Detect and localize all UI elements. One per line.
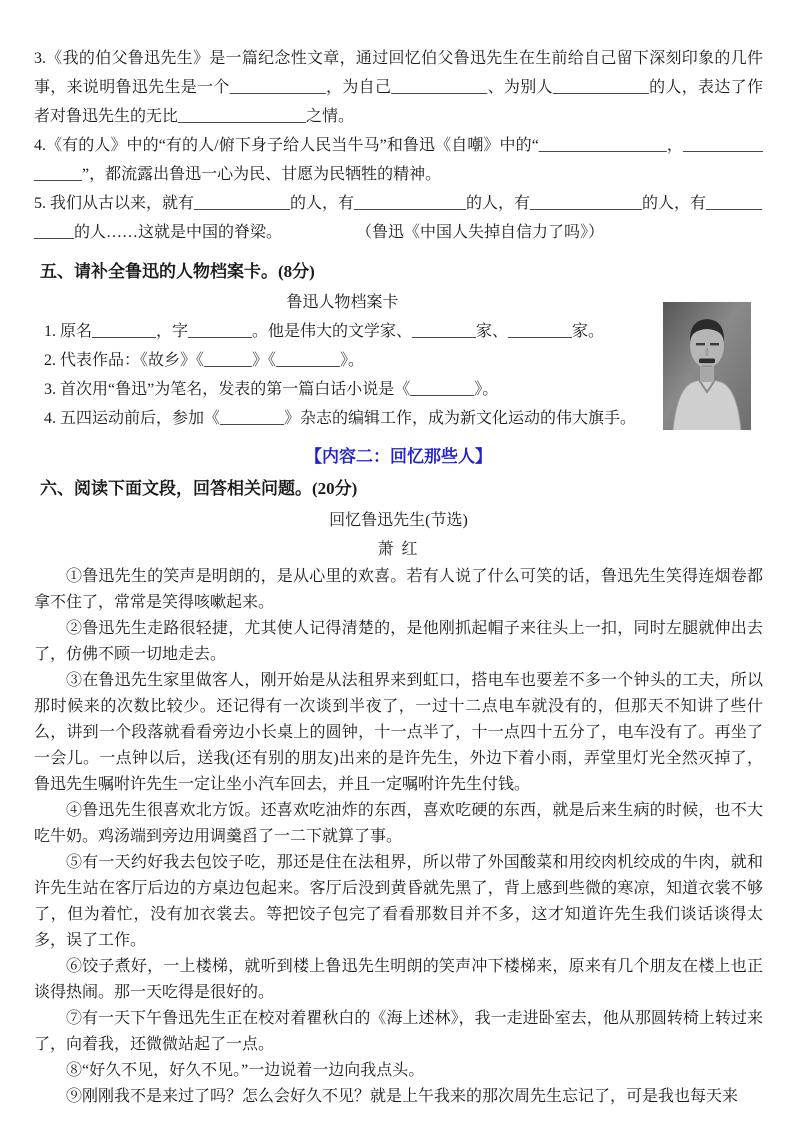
- content2-banner: 【内容二：回忆那些人】: [305, 447, 492, 466]
- essay-title: 回忆鲁迅先生(节选): [329, 512, 468, 529]
- question-5-source: （鲁迅《中国人失掉自信力了吗》）: [356, 224, 605, 241]
- essay-paragraph-2: ②鲁迅先生走路很轻捷，尤其使人记得清楚的，是他刚抓起帽子来往头上一扣，同时左腿就伸出去了，仿佛不顾一切地走去。: [34, 620, 763, 663]
- section-6-heading: 六、阅读下面文段，回答相关问题。(20分): [40, 479, 358, 498]
- question-5-text: 5. 我们从古以来，就有____________的人，有______________的人，有______________的人，有____________的人……这就是中国的脊梁。: [34, 195, 763, 241]
- question-4: 4.《有的人》中的“有的人/俯下身子给人民当牛马”和鲁迅《自嘲》中的“________________，________________”，都流露出鲁迅一心为民、甘愿为民牺牲的精神。: [34, 137, 763, 183]
- profile-item-4: 4. 五四运动前后，参加《________》杂志的编辑工作，成为新文化运动的伟大旗手。: [44, 410, 637, 427]
- essay-paragraph-8: ⑧“好久不见，好久不见。”一边说着一边向我点头。: [66, 1062, 425, 1079]
- profile-card-title: 鲁迅人物档案卡: [286, 294, 399, 311]
- essay-paragraph-1: ①鲁迅先生的笑声是明朗的，是从心里的欢喜。若有人说了什么可笑的话，鲁迅先生笑得连烟卷都拿不住了，常常是笑得咳嗽起来。: [34, 568, 763, 611]
- essay-body: [34, 564, 763, 1110]
- profile-item-1: 1. 原名________，字________。他是伟大的文学家、________家、________家。: [44, 323, 605, 340]
- essay-paragraph-6: ⑥饺子煮好，一上楼梯，就听到楼上鲁迅先生明朗的笑声冲下楼梯来，原来有几个朋友在楼上也正谈得热闹。那一天吃得是很好的。: [34, 958, 763, 1001]
- essay-paragraph-3: ③在鲁迅先生家里做客人，刚开始是从法租界来到虹口，搭电车也要差不多一个钟头的工夫，所以那时候来的次数比较少。还记得有一次谈到半夜了，一过十二点电车就没有的，但那天不知讲了些什么，讲到一个段落就看看旁边小长桌上的圆钟，十一点半了，十一点四十五分了，电车没有了。再坐了一会儿。一点钟以后，送我(还有别的朋友)出来的是许先生，外边下着小雨，弄堂里灯光全然灭掉了，鲁迅先生嘱咐许先生一定让坐小汽车回去，并且一定嘱咐许先生付钱。: [34, 672, 763, 793]
- essay-author: 萧 红: [377, 541, 420, 558]
- question-3: 3.《我的伯父鲁迅先生》是一篇纪念性文章，通过回忆伯父鲁迅先生在生前给自己留下深刻印象的几件事，来说明鲁迅先生是一个____________，为自己____________、为别人____________的人，表达了作者对鲁迅先生的无比________________之情。: [34, 50, 763, 125]
- section-5-heading: 五、请补全鲁迅的人物档案卡。(8分): [40, 262, 315, 281]
- essay-paragraph-4: ④鲁迅先生很喜欢北方饭。还喜欢吃油炸的东西，喜欢吃硬的东西，就是后来生病的时候，也不大吃牛奶。鸡汤端到旁边用调羹舀了一二下就算了事。: [34, 802, 763, 845]
- essay-paragraph-5: ⑤有一天约好我去包饺子吃，那还是住在法租界，所以带了外国酸菜和用绞肉机绞成的牛肉，就和许先生站在客厅后边的方桌边包起来。客厅后没到黄昏就先黑了，背上感到些微的寒凉，知道衣裳不够了，但为着忙，没有加衣裳去。等把饺子包完了看看那数目并不多，这才知道许先生我们谈话谈得太多，误了工作。: [34, 854, 763, 949]
- question-5: [34, 189, 763, 247]
- profile-item-3: 3. 首次用“鲁迅”为笔名，发表的第一篇白话小说是《________》。: [44, 381, 499, 398]
- luxun-profile-card: [34, 288, 763, 433]
- profile-item-2: 2. 代表作品：《故乡》《______》《________》。: [44, 352, 365, 369]
- luxun-portrait-photo: [663, 302, 751, 430]
- essay-paragraph-9: ⑨刚刚我不是来过了吗？怎么会好久不见？就是上午我来的那次周先生忘记了，可是我也每天来: [66, 1088, 739, 1105]
- essay-paragraph-7: ⑦有一天下午鲁迅先生正在校对着瞿秋白的《海上述林》，我一走进卧室去，他从那圆转椅上转过来了，向着我，还微微站起了一点。: [34, 1010, 763, 1053]
